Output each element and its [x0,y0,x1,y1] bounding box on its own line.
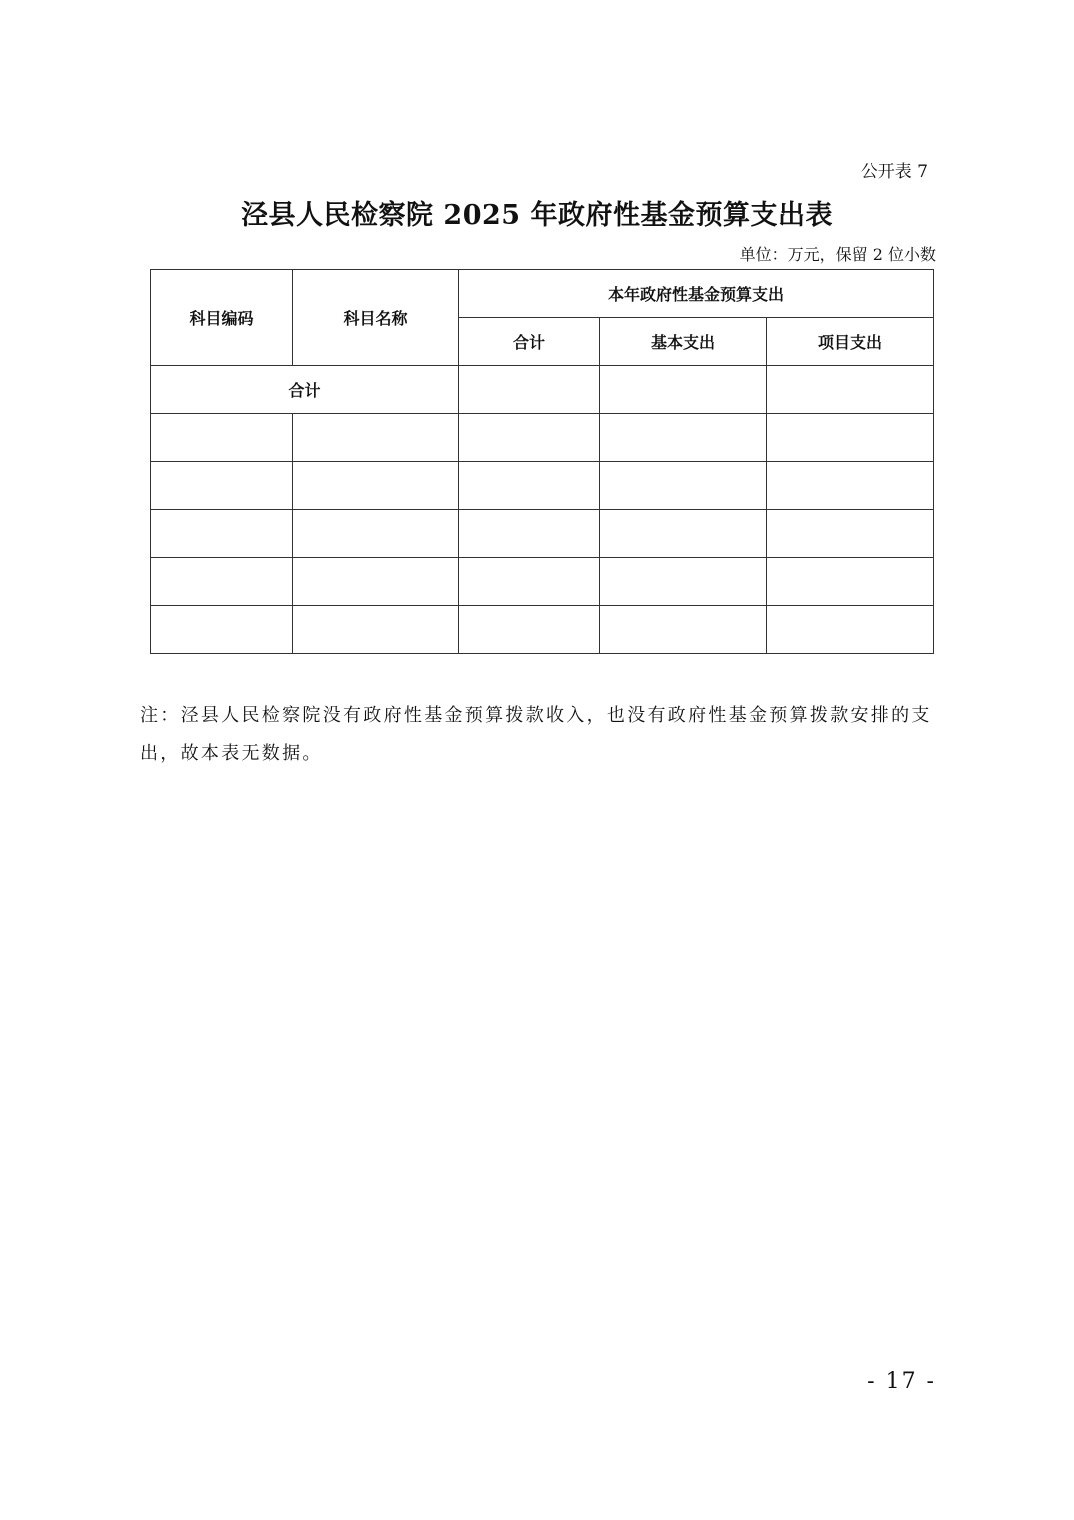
table-row [151,414,934,462]
table-cell [767,558,934,606]
table-cell [459,510,600,558]
table-cell [293,510,459,558]
table-row [151,510,934,558]
table-cell [293,558,459,606]
header-basic-expenditure: 基本支出 [600,318,767,366]
table-cell [151,606,293,654]
table-cell [600,606,767,654]
table-cell [151,414,293,462]
table-cell [293,606,459,654]
table-cell [293,462,459,510]
table-cell [459,606,600,654]
table-cell [767,510,934,558]
header-annual-fund-expenditure: 本年政府性基金预算支出 [459,270,934,318]
header-subject-code: 科目编码 [151,270,293,366]
total-row-label: 合计 [151,366,459,414]
table-header-row [151,270,934,318]
budget-expenditure-table [150,269,934,654]
total-row [151,366,934,414]
table-cell [600,510,767,558]
table-cell [767,606,934,654]
table-number-label: 公开表 7 [860,162,928,182]
document-title: 泾县人民检察院 2025 年政府性基金预算支出表 [241,200,833,231]
total-row-cell [767,366,934,414]
footnote: 注：泾县人民检察院没有政府性基金预算拨款收入，也没有政府性基金预算拨款安排的支出，故本表无数据。 [140,705,932,764]
total-row-cell [600,366,767,414]
table-row [151,606,934,654]
table-cell [600,462,767,510]
unit-note: 单位：万元，保留 2 位小数 [739,245,936,264]
table-cell [151,558,293,606]
table-cell [151,462,293,510]
header-total: 合计 [459,318,600,366]
table-cell [459,414,600,462]
table-cell [459,462,600,510]
table-cell [600,558,767,606]
header-project-expenditure: 项目支出 [767,318,934,366]
table-cell [151,510,293,558]
header-subject-name: 科目名称 [293,270,459,366]
page-number: - 17 - [867,1369,936,1394]
table-cell [459,558,600,606]
table-row [151,558,934,606]
total-row-cell [459,366,600,414]
table-row [151,462,934,510]
table-cell [767,414,934,462]
table-cell [600,414,767,462]
table-cell [293,414,459,462]
table-cell [767,462,934,510]
